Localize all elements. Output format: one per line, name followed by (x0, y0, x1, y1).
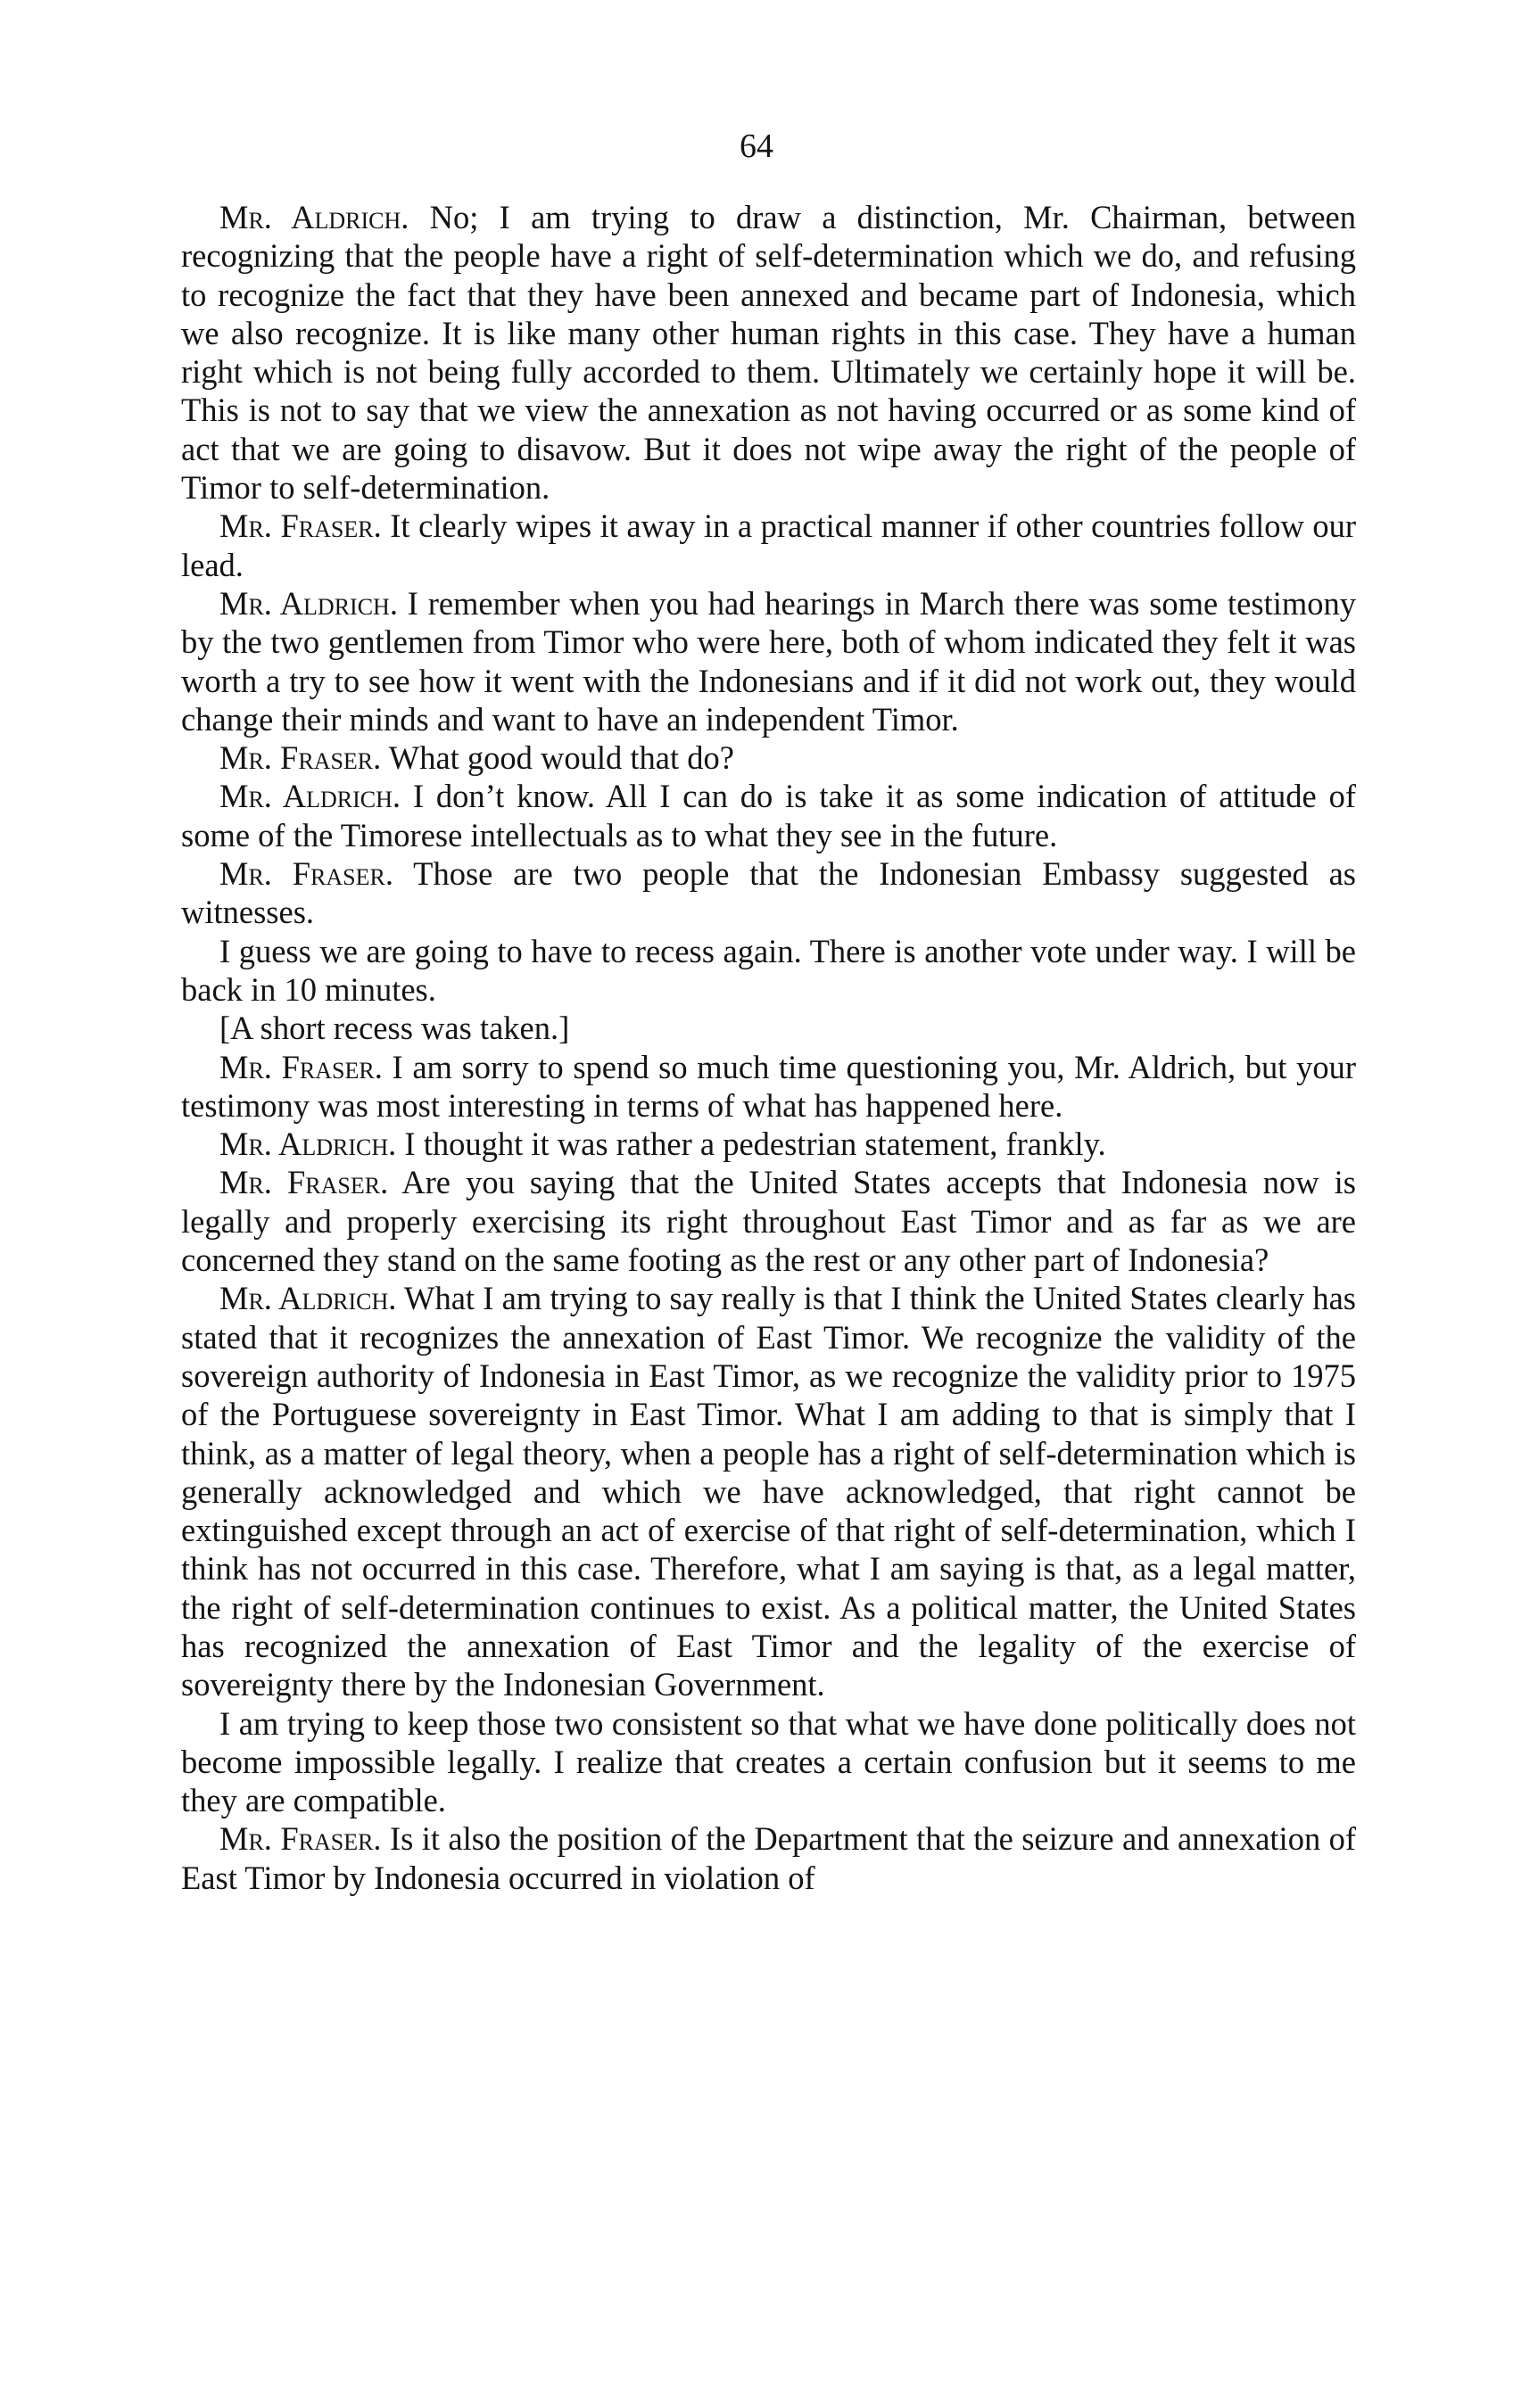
speaker-name: Mr. Fraser. (219, 855, 393, 893)
paragraph (181, 1125, 1356, 1163)
speaker-name: Mr. Aldrich. (219, 584, 398, 622)
speaker-name: Mr. Aldrich. (219, 1126, 397, 1163)
paragraph (181, 1163, 1356, 1279)
paragraph (181, 1819, 1356, 1897)
paragraph-text: I thought it was rather a pedestrian statement, frankly. (404, 1126, 1106, 1163)
paragraph-text: It clearly wipes it away in a practical manner if other countries follow our lead. (181, 507, 1357, 583)
paragraph (181, 738, 1356, 777)
paragraph (181, 1009, 1356, 1047)
paragraph-text: Those are two people that the Indonesian Embassy suggested as witnesses. (181, 855, 1356, 931)
paragraph (181, 584, 1356, 738)
speaker-name: Mr. Aldrich. (219, 778, 401, 815)
speaker-name: Mr. Aldrich. (219, 199, 409, 235)
speaker-name: Mr. Aldrich. (219, 1280, 397, 1317)
paragraph (181, 507, 1356, 584)
paragraph-text: I remember when you had hearings in March there was some testimony by the two gentlemen from Timor who were here, both of whom indicated they felt it was worth a try to see how it went with the Indonesians and if it did not work out, they would change their minds and want to have an independent Timor. (181, 584, 1357, 738)
paragraph (181, 777, 1356, 854)
paragraph (181, 1704, 1356, 1820)
speaker-name: Mr. Fraser. (219, 739, 382, 777)
paragraph-text: [A short recess was taken.] (219, 1010, 570, 1047)
paragraph-text: What I am trying to say really is that I think the United States clearly has stated that it recognizes the annexation of East Timor. We recognize the validity of the sovereign authority of Indonesia in East Timor, as we recognize the validity prior to 1975 of the Portuguese sovereignty in East Timor. What I am adding to that is simply that I think, as a matter of legal theory, when a people has a right of self-determination which is generally acknowledged and which we have acknowledged, that right cannot be extinguished except through an act of exercise of that right of self-determination, which I think has not occurred in this case. Therefore, what I am saying is that, as a legal matter, the right of self-determination continues to exist. As a political matter, the United States has recognized the annexation of East Timor and the legality of the exercise of sovereignty there by the Indonesian Government. (181, 1280, 1357, 1703)
paragraph-text: What good would that do? (388, 739, 734, 777)
paragraph-text: I am trying to keep those two consistent so that what we have done politically does not become impossible legally. I realize that creates a certain confusion but it seems to me they are compatible. (181, 1704, 1356, 1819)
paragraph (181, 198, 1356, 507)
page-number: 64 (740, 128, 773, 165)
paragraph (181, 1279, 1356, 1703)
speaker-name: Mr. Fraser. (219, 1820, 382, 1858)
transcript-body (181, 198, 1356, 1897)
paragraph (181, 932, 1356, 1010)
speaker-name: Mr. Fraser. (219, 1164, 389, 1201)
paragraph-text: I don’t know. All I can do is take it as some indication of attitude of some of the Timorese intellectuals as to what they see in the future. (181, 778, 1357, 854)
paragraph-text: Is it also the position of the Department that the seizure and annexation of East Timor by Indonesia occurred in violation of (181, 1820, 1356, 1896)
speaker-name: Mr. Fraser. (219, 507, 382, 545)
paragraph-text: No; I am trying to draw a distinction, Mr. Chairman, between recognizing that the people have a right of self-determination which we do, and refusing to recognize the fact that they have been annexed and became part of Indonesia, which we also recognize. It is like many other human rights in this case. They have a human right which is not being fully accorded to them. Ultimately we certainly hope it will be. This is not to say that we view the annexation as not having occurred or as some kind of act that we are going to disavow. But it does not wipe away the right of the people of Timor to self-determination. (181, 199, 1356, 507)
speaker-name: Mr. Fraser. (219, 1048, 383, 1085)
paragraph (181, 1048, 1356, 1126)
paragraph-text: Are you saying that the United States accepts that Indonesia now is legally and properly exercising its right throughout East Timor and as far as we are concerned they stand on the same footing as the rest or any other part of Indonesia? (181, 1164, 1356, 1279)
paragraph (181, 854, 1356, 932)
paragraph-text: I guess we are going to have to recess again. There is another vote under way. I will be back in 10 minutes. (181, 932, 1356, 1008)
paragraph-text: I am sorry to spend so much time questioning you, Mr. Aldrich, but your testimony was most interesting in terms of what has happened here. (181, 1048, 1356, 1124)
